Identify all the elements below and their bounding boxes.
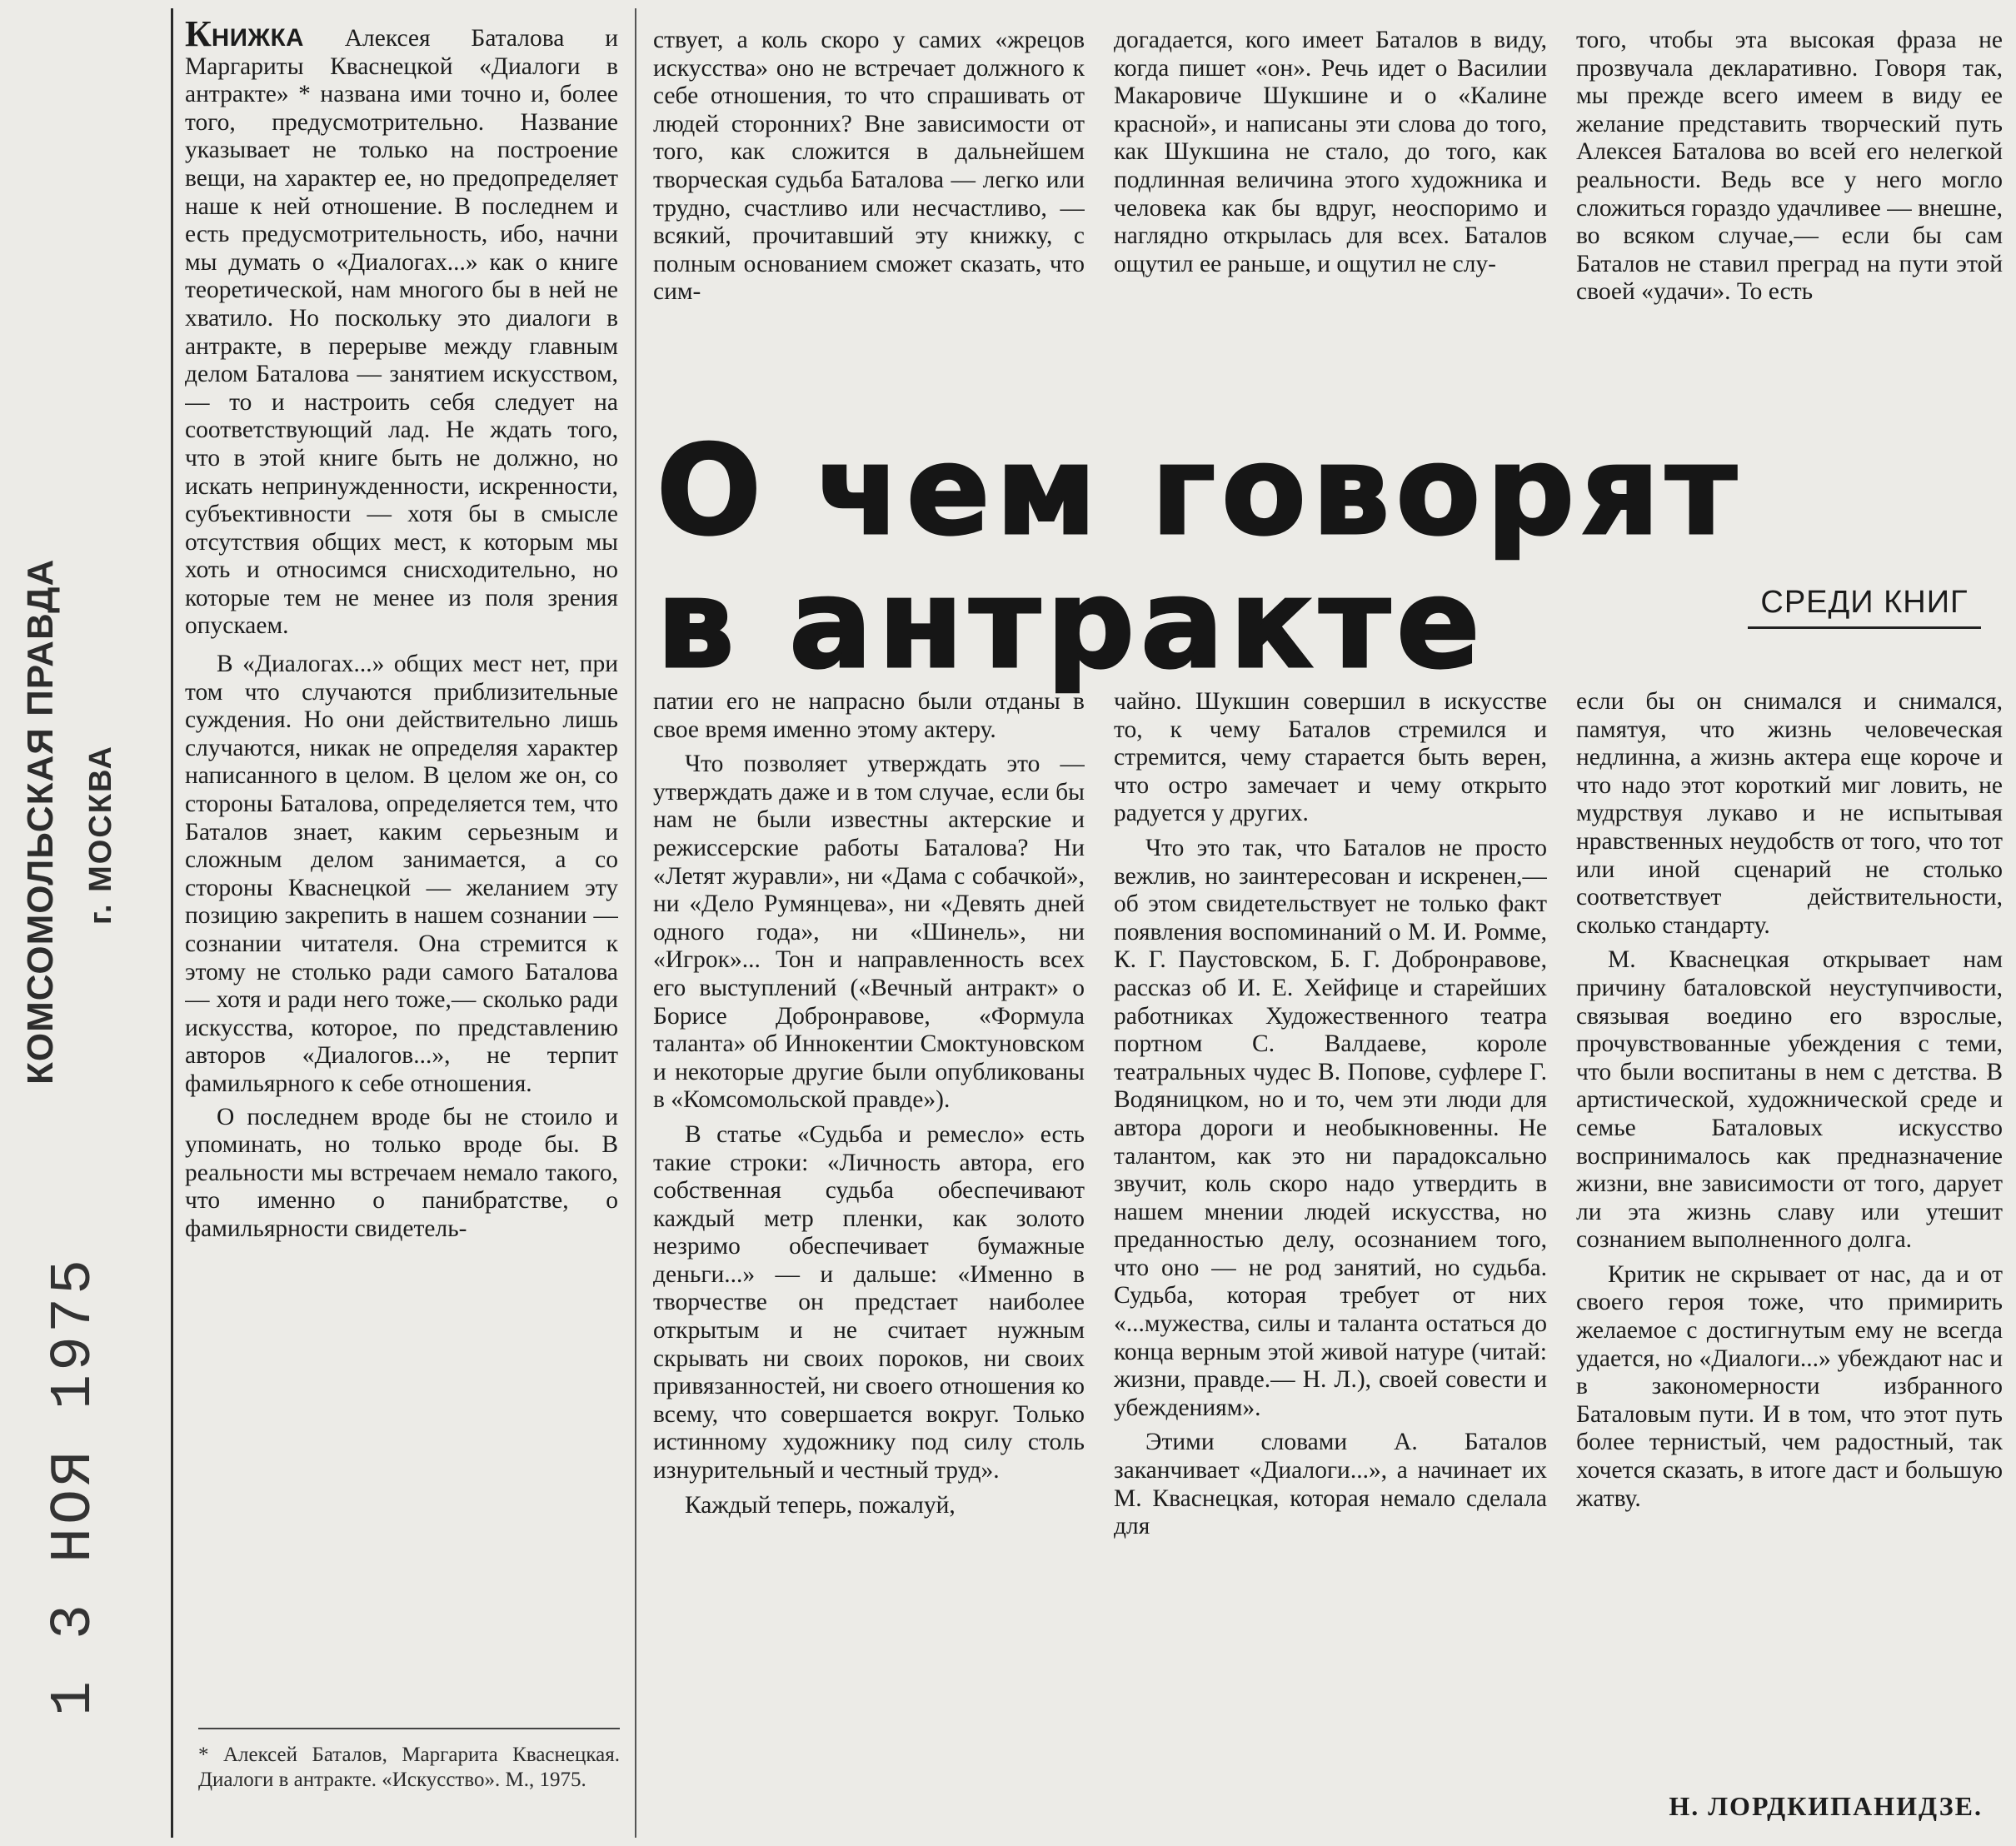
article-column-3-top	[1114, 27, 1547, 418]
paragraph: Что позволяет утверждать это — утверждать даже и в том случае, если бы нам не были известны актерские и режиссерские работы Баталова? Ни «Летят журавли», ни «Дама с собачкой», ни «Дело Румянцева», ни «Девять дней одного года», ни «Шинель», ни «Игрок»... Тон и направленность всех его выступлений («Вечный антракт» о Борисе Добронравове, «Формула таланта» об Иннокентии Смоктуновском и некоторые другие были опубликованы в «Комсомольской правде»).	[653, 751, 1085, 1114]
paragraph: В «Диалогах...» общих мест нет, при том что случаются приблизительные суждения. Но они действительно лишь случаются, никак не определяя характер написанного в целом. В целом же он, со стороны Баталова, определяется тем, что Баталов знает, каким серьезным и сложным делом занимается, а со стороны Кваснецкой — желанием эту позицию закрепить в нашем сознании — сознании читателя. Она стремится к этому не столько ради самого Баталова — хотя и ради него тоже,— сколько ради искусства, которое, по представлению авторов «Диалогов...», не терпит фамильярного к себе отношения.	[185, 651, 618, 1097]
paragraph: чайно. Шукшин совершил в искусстве то, к чему Баталов стремился и стремится, чему старается быть верен, что остро замечает и чему открыто радуется у других.	[1114, 688, 1547, 827]
date-stamp: 1 3 НОЯ 1975	[42, 1255, 107, 1716]
article-column-2-bottom	[653, 688, 1085, 1829]
author-signature: Н. ЛОРДКИПАНИДЗЕ.	[1669, 1791, 1983, 1821]
paragraph: Этими словами А. Баталов заканчивает «Диалоги...», а начинает их М. Кваснецкая, которая немало сделала для	[1114, 1429, 1547, 1540]
paragraph: Критик не скрывает от нас, да и от своего героя тоже, что примирить желаемое с достигнутым ему не всегда удается, но «Диалоги...» убеждают нас и в закономерности избранного Баталовым пути. И в том, что этот путь более тернистый, чем радостный, так хочется сказать, в итоге даст и большую жатву.	[1576, 1260, 2003, 1512]
article-column-4-top	[1576, 27, 2003, 418]
article-column-2-top	[653, 27, 1085, 418]
article-column-4-bottom	[1576, 688, 2003, 1829]
rubric-underline	[1748, 626, 1981, 629]
city-stamp: г. МОСКВА	[83, 745, 118, 925]
paragraph: догадается, кого имеет Баталов в виду, когда пишет «он». Речь идет о Василии Макаровиче Шукшине и о «Калине красной», и написаны эти слова до того, как Шукшина не стало, до того, как подлинная величина этого художника и человека как бы вдруг, неоспоримо и наглядно открылась для всех. Баталов ощутил ее раньше, и ощутил не слу-	[1114, 27, 1547, 277]
paragraph: ствует, а коль скоро у самих «жрецов искусства» оно не встречает должного к себе отношения, то что спрашивать от людей сторонних? Вне зависимости от того, как сложится в дальнейшем творческая судьба Баталова — легко или трудно, счастливо или несчастливо, — всякий, прочитавший эту книжку, с полным основанием сможет сказать, что сим-	[653, 27, 1085, 306]
newspaper-name-stamp: КОМСОМОЛЬСКАЯ ПРАВДА	[20, 558, 61, 1085]
paragraph: патии его не напрасно были отданы в свое время именно этому актеру.	[653, 688, 1085, 743]
paragraph: М. Кваснецкая открывает нам причину баталовской неуступчивости, связывая воедино его взрослые, прочувствованные убеждения с теми, что были воспитаны в нем с детства. В артистической, художнической среде и семье Баталовых искусство воспринималось как предназначение жизни, вне зависимости от того, дарует ли эта жизнь славу или утешит сознанием выполненного долга.	[1576, 946, 2003, 1254]
lead-word: НИЖКА	[211, 24, 304, 52]
column-divider-1	[635, 8, 636, 1838]
paragraph: если бы он снимался и снимался, памятуя, что жизнь человеческая недлинна, а жизнь актера еще короче и что надо этот короткий миг ловить, не мудрствуя лукаво и не испытывая нравственных неудобств от того, что тот или иной сценарий не столько соответствует действительности, сколько стандарту.	[1576, 688, 2003, 939]
rubric-label: СРЕДИ КНИГ	[1760, 585, 1969, 620]
article-column-3-bottom	[1114, 688, 1547, 1829]
left-column-rule	[171, 8, 173, 1838]
headline-line-2: в антракте	[656, 552, 1486, 696]
paragraph: того, чтобы эта высокая фраза не прозвучала декларативно. Говоря так, мы прежде всего имеем в виду ее желание представить творческий путь Алексея Баталова во всей его нелегкой реальности. Ведь все у него могло сложиться гораздо удачливее — внешне, во всяком случае,— если бы сам Баталов не ставил преград на пути этой своей «удачи». То есть	[1576, 27, 2003, 306]
lead-paragraph	[185, 22, 618, 641]
paragraph: О последнем вроде бы не стоило и упоминать, но только вроде бы. В реальности мы встречаем немало такого, что именно о панибратстве, о фамильярности свидетель-	[185, 1103, 618, 1242]
article-headline	[656, 419, 1998, 696]
paragraph: Что это так, что Баталов не просто вежлив, но заинтересован и искренен,— об этом свидетельствует не только факт появления воспоминаний о М. И. Ромме, К. Г. Паустовском, Б. Г. Добронравове, рассказ об И. Е. Хейфице и старейших работниках Художественного театра портном С. Валдаеве, короле театральных чудес В. Попове, суфлере Г. Водяницком, но и то, чем эти люди для автора дороги и необыкновенны. Не талантом, как это ни парадоксально звучит, коль скоро надо утвердить в нашем мнении людей искусства, но преданностью делу, осознанием того, что оно — не род занятий, но судьба. Судьба, которая требует от них «...мужества, силы и таланта остаться до конца верным этой живой натуре (читай: жизни, правде.— Н. Л.), своей совести и убеждениям».	[1114, 834, 1547, 1421]
paragraph: Каждый теперь, пожалуй,	[685, 1491, 956, 1519]
paragraph: В статье «Судьба и ремесло» есть такие строки: «Личность автора, его собственная судьба обеспечивают каждый метр пленки, как золото незримо обеспечивает бумажные деньги...» — и дальше: «Именно в творчестве он предстает наиболее открытым и не считает нужным скрывать ни своих пороков, ни своих привязанностей, ни своего отношения ко всему, что совершается вокруг. Только истинному художнику под силу столь изнурительный и честный труд».	[653, 1120, 1085, 1484]
footnote: * Алексей Баталов, Маргарита Кваснецкая. Диалоги в антракте. «Искусство». М., 1975.	[198, 1744, 620, 1791]
lead-paragraph-text: Алексея Баталова и Маргариты Кваснецкой «Диалоги в антракте» * названа ими точно и, более того, предусмотрительно. Название указывает не только на построение вещи, на характер ее, но предопределяет наше к ней отношение. В последнем и есть предусмотрительность, ибо, начни мы думать о «Диалогах...» как о книге теоретической, нам многого бы в ней не хватило. Но поскольку это диалоги в антракте, в перерыве между главным делом Баталова — занятием искусством,— то и настроить себя следует на соответствующий лад. Не ждать того, что в этой книге быть не должно, но искать непринужденности, искренности, субъективности — хотя бы в смысле отсутствия общих мест, к которым мы хоть и относимся снисходительно, но которые тем не менее из поля зрения опускаем.	[185, 25, 618, 640]
footnote-rule	[198, 1728, 620, 1729]
headline-line-1: О чем говорят	[656, 419, 1743, 562]
article-column-1	[185, 22, 618, 1828]
drop-cap: К	[185, 22, 212, 54]
